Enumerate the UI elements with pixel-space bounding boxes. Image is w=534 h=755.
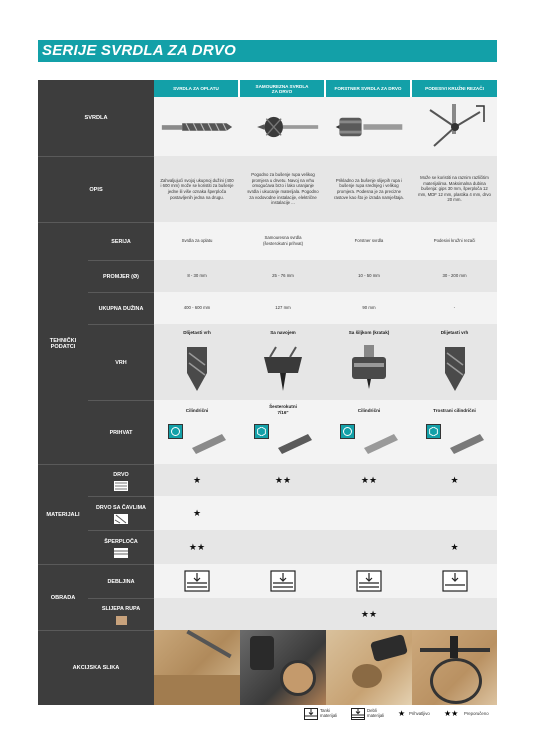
rating-slijepa-3: ★★ bbox=[326, 598, 412, 630]
rating-drvo-3: ★★ bbox=[326, 464, 412, 496]
debljina-2 bbox=[240, 564, 326, 598]
slijepa-label: SLIJEPA RUPA bbox=[101, 605, 141, 612]
cylindrical-shank-icon-2 bbox=[340, 424, 355, 439]
rating-drvo-4: ★ bbox=[412, 464, 497, 496]
vrh-label-4: Dlijetasti vrh bbox=[440, 330, 469, 335]
rating-drvo-1: ★ bbox=[154, 464, 240, 496]
row-label-tehnicki: TEHNIČKI PODATCI bbox=[38, 222, 88, 464]
prihvat-label-3: Cilindrični bbox=[357, 408, 381, 413]
row-label-prihvat: PRIHVAT bbox=[88, 400, 154, 465]
chisel-tip-image bbox=[177, 343, 217, 393]
row-label-promjer: PROMJER (Ø) bbox=[88, 260, 154, 293]
rating-sperploca-1: ★★ bbox=[154, 530, 240, 564]
vrh-cell-2 bbox=[240, 324, 326, 400]
serija-1: Svrdla za oplatu bbox=[154, 222, 240, 260]
row-label-vrh: VRH bbox=[88, 324, 154, 401]
blind-hole-icon bbox=[116, 616, 127, 625]
prihvat-label-2: Šesterokutni 7/16" bbox=[269, 404, 297, 415]
action-photo-1 bbox=[154, 630, 240, 705]
action-photo-2 bbox=[240, 630, 326, 705]
wood-icon bbox=[114, 481, 128, 491]
promjer-4: 30 - 200 mm bbox=[412, 260, 497, 292]
serija-4: Podesivi kružni rezači bbox=[412, 222, 497, 260]
promjer-2: 25 - 76 mm bbox=[240, 260, 326, 292]
legend-ok: Prihvatljivo bbox=[409, 711, 430, 716]
opis-2: Pogodno za bušenje rupa velikog promjera u drvetu. Navoj na vrhu omogućava brzo i lako uranjanje svrdla i ukucanje materijala. Pogodno za vodovodne instalacije, električne instalacije ... bbox=[240, 156, 326, 222]
page-title: SERIJE SVRDLA ZA DRVO bbox=[42, 42, 236, 59]
comparison-table bbox=[38, 80, 497, 705]
row-label-cavli bbox=[88, 496, 154, 531]
prihvat-label-1: Cilindrični bbox=[185, 408, 209, 413]
opis-1: Zahvaljujući svojoj ukupnoj dužini (400 i 600 mm) može se koristiti za bušenje jedne ili više oznaka šperploča postavljenih jedna na drugu. bbox=[154, 156, 240, 222]
rating-cavli-1: ★ bbox=[154, 496, 240, 530]
rating-sperploca-3 bbox=[326, 530, 412, 564]
promjer-3: 10 - 50 mm bbox=[326, 260, 412, 292]
vrh-label-1: Dlijetasti vrh bbox=[183, 330, 211, 335]
rating-sperploca-2 bbox=[240, 530, 326, 564]
vrh-label-2: Sa navojem bbox=[270, 330, 296, 335]
opis-4: Može se koristiti na raznim različitim materijalima. Maksimalna dubina bušenja: gips 30 mm, šperploča 12 mm, MDF 12 mm, plastika 4 mm, drvo 20 mm. bbox=[412, 156, 497, 222]
serija-2: Samouresna svrdla (šesterokutni prihvat) bbox=[240, 222, 326, 260]
legend-thin: Tanki materijali bbox=[320, 708, 338, 718]
row-label-serija: SERIJA bbox=[88, 222, 154, 261]
drill-image-2 bbox=[240, 97, 326, 156]
drill-image-1 bbox=[154, 97, 240, 156]
hex-shank-icon bbox=[254, 424, 269, 439]
star-icon: ★ bbox=[398, 709, 406, 718]
col-header-2: SAMOUREZNA SVRDLA ZA DRVO bbox=[240, 80, 324, 97]
col-header-3: FORSTNER SVRDLA ZA DRVO bbox=[326, 80, 410, 97]
triflat-shank-icon bbox=[426, 424, 441, 439]
row-label-drvo bbox=[88, 464, 154, 497]
thin-material-icon bbox=[304, 708, 318, 720]
row-label-sperploca bbox=[88, 530, 154, 565]
prihvat-cell-2 bbox=[240, 400, 326, 464]
rating-slijepa-2 bbox=[240, 598, 326, 630]
spur-tip-image bbox=[346, 343, 392, 393]
ukupna-4: - bbox=[412, 292, 497, 324]
rating-cavli-2 bbox=[240, 496, 326, 530]
thickness-thick-icon-3 bbox=[356, 570, 382, 592]
prihvat-label-4: Trostrani cilindrični bbox=[433, 408, 476, 413]
rating-slijepa-4 bbox=[412, 598, 497, 630]
action-photo-4 bbox=[412, 630, 497, 705]
rating-drvo-2: ★★ bbox=[240, 464, 326, 496]
action-photo-3 bbox=[326, 630, 412, 705]
drill-image-4 bbox=[412, 97, 497, 156]
thickness-thin-icon bbox=[442, 570, 468, 592]
legend-thick: Debli materijali bbox=[367, 708, 385, 718]
row-label-akcijska: AKCIJSKA SLIKA bbox=[38, 630, 154, 705]
thick-material-icon bbox=[351, 708, 365, 720]
shank-image-3 bbox=[362, 428, 402, 454]
legend-rec: Preporučeno bbox=[464, 711, 489, 716]
opis-3: Prikladno za bušenje slijepih rupa i bušenje rupa srednjeg i velikog promjera. Podesna je za precizne rastove kao što je izrada namještaja. bbox=[326, 156, 412, 222]
col-header-1: SVRDLA ZA OPLATU bbox=[154, 80, 238, 97]
col-header-4: PODESIVI KRUŽNI REZAČI bbox=[412, 80, 497, 97]
shank-image-2 bbox=[276, 428, 316, 454]
cavli-label: DRVO SA ČAVLIMA bbox=[96, 504, 146, 511]
drvo-label: DRVO bbox=[113, 471, 129, 478]
ukupna-2: 127 mm bbox=[240, 292, 326, 324]
thickness-thick-icon-2 bbox=[270, 570, 296, 592]
title-bar bbox=[38, 40, 497, 62]
thread-tip-image bbox=[260, 343, 306, 393]
prihvat-cell-4 bbox=[412, 400, 497, 464]
row-label-materijali: MATERIJALI bbox=[38, 464, 88, 564]
serija-3: Forstner svrdla bbox=[326, 222, 412, 260]
shank-image-1 bbox=[190, 428, 230, 454]
shank-image-4 bbox=[448, 428, 488, 454]
plywood-icon bbox=[114, 548, 128, 558]
ukupna-3: 90 mm bbox=[326, 292, 412, 324]
ukupna-1: 400 - 600 mm bbox=[154, 292, 240, 324]
promjer-1: 8 - 30 mm bbox=[154, 260, 240, 292]
rating-cavli-4 bbox=[412, 496, 497, 530]
debljina-3 bbox=[326, 564, 412, 598]
rating-sperploca-4: ★ bbox=[412, 530, 497, 564]
row-label-opis: OPIS bbox=[38, 156, 154, 222]
prihvat-cell-1 bbox=[154, 400, 240, 464]
row-label-slijepa bbox=[88, 598, 154, 631]
prihvat-cell-3 bbox=[326, 400, 412, 464]
row-label-obrada: OBRADA bbox=[38, 564, 88, 630]
row-label-svrdla: SVRDLA bbox=[38, 80, 154, 156]
row-label-ukupna: UKUPNA DUŽINA bbox=[88, 292, 154, 325]
double-star-icon: ★★ bbox=[444, 709, 459, 718]
vrh-label-3: Sa šiljkom (kratak) bbox=[348, 330, 390, 335]
cylindrical-shank-icon bbox=[168, 424, 183, 439]
rating-slijepa-1 bbox=[154, 598, 240, 630]
debljina-4 bbox=[412, 564, 497, 598]
vrh-cell-1 bbox=[154, 324, 240, 400]
rating-cavli-3 bbox=[326, 496, 412, 530]
drill-image-3 bbox=[326, 97, 412, 156]
vrh-cell-4 bbox=[412, 324, 497, 400]
sperploca-label: ŠPERPLOČA bbox=[104, 538, 138, 545]
thickness-thick-icon bbox=[184, 570, 210, 592]
row-label-debljina: DEBLJINA bbox=[88, 564, 154, 599]
vrh-cell-3 bbox=[326, 324, 412, 400]
debljina-1 bbox=[154, 564, 240, 598]
nailed-wood-icon bbox=[114, 514, 128, 524]
chisel-tip-image-2 bbox=[435, 343, 475, 393]
